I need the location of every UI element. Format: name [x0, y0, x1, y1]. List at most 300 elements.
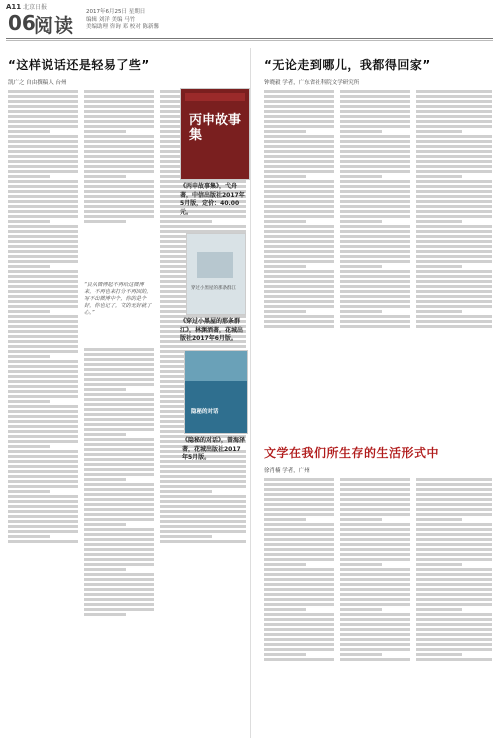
text-line: [264, 483, 334, 486]
text-line: [340, 180, 410, 183]
text-line: [416, 588, 492, 591]
page-number: 06: [8, 11, 36, 35]
text-line: [8, 365, 78, 368]
text-line: [84, 353, 154, 356]
text-line: [340, 608, 382, 611]
text-line: [264, 498, 334, 501]
text-line: [8, 235, 78, 238]
text-line: [340, 305, 410, 308]
text-line: [264, 155, 334, 158]
text-line: [340, 200, 410, 203]
body-text-placeholder: [416, 90, 492, 328]
text-line: [416, 488, 492, 491]
text-line: [340, 120, 410, 123]
text-line: [416, 508, 492, 511]
text-line: [8, 90, 78, 93]
text-line: [84, 130, 126, 133]
text-line: [340, 250, 410, 253]
text-line: [264, 503, 334, 506]
text-line: [84, 478, 126, 481]
text-line: [264, 255, 334, 258]
text-line: [8, 265, 50, 268]
text-line: [84, 388, 126, 391]
text-line: [8, 205, 78, 208]
cover-illustration: [197, 252, 233, 278]
text-line: [8, 135, 78, 138]
text-line: [84, 105, 154, 108]
text-line: [8, 175, 50, 178]
text-line: [340, 225, 410, 228]
text-line: [84, 548, 154, 551]
text-line: [416, 100, 492, 103]
text-line: [84, 453, 154, 456]
text-line: [416, 618, 492, 621]
text-line: [264, 135, 334, 138]
text-line: [416, 95, 492, 98]
text-line: [264, 245, 334, 248]
text-line: [416, 210, 492, 213]
text-line: [8, 140, 78, 143]
text-line: [416, 543, 492, 546]
text-line: [416, 325, 492, 328]
text-line: [264, 160, 334, 163]
text-line: [340, 170, 410, 173]
text-line: [264, 105, 334, 108]
text-line: [8, 100, 78, 103]
text-line: [8, 145, 78, 148]
book-cover-2-title: 穿过小黑屋的那条群江: [191, 286, 236, 291]
text-line: [8, 170, 78, 173]
text-line: [84, 613, 126, 616]
text-line: [8, 255, 78, 258]
right-article-body-col2: [340, 88, 410, 428]
bottom-article-body-col2: [340, 476, 410, 738]
text-line: [8, 490, 50, 493]
text-line: [160, 515, 246, 518]
text-line: [416, 613, 492, 616]
text-line: [8, 280, 78, 283]
text-line: [264, 240, 334, 243]
bottom-article-title: 文学在我们所生存的生活形式中: [264, 446, 440, 460]
text-line: [160, 480, 246, 483]
text-line: [416, 140, 492, 143]
text-line: [84, 373, 154, 376]
text-line: [340, 320, 410, 323]
text-line: [160, 540, 246, 543]
text-line: [160, 490, 212, 493]
text-line: [84, 110, 154, 113]
text-line: [8, 180, 78, 183]
text-line: [340, 195, 410, 198]
text-line: [84, 150, 154, 153]
text-line: [416, 568, 492, 571]
text-line: [84, 363, 154, 366]
text-line: [8, 345, 78, 348]
text-line: [340, 115, 410, 118]
text-line: [264, 488, 334, 491]
left-article-title: “这样说话还是轻易了些”: [8, 58, 150, 72]
text-line: [8, 360, 78, 363]
text-line: [8, 120, 78, 123]
text-line: [264, 548, 334, 551]
text-line: [340, 633, 410, 636]
text-line: [416, 275, 492, 278]
text-line: [264, 215, 334, 218]
text-line: [340, 578, 410, 581]
text-line: [8, 500, 78, 503]
text-line: [84, 518, 154, 521]
text-line: [84, 563, 154, 566]
left-article-byline: 凯广之 自由撰稿人 台州: [8, 80, 67, 86]
text-line: [416, 260, 492, 263]
text-line: [8, 230, 78, 233]
text-line: [160, 225, 246, 228]
text-line: [8, 530, 78, 533]
text-line: [160, 530, 246, 533]
text-line: [416, 583, 492, 586]
text-line: [84, 578, 154, 581]
bottom-article-body-col1: [264, 476, 334, 738]
text-line: [84, 348, 154, 351]
text-line: [340, 315, 410, 318]
text-line: [416, 533, 492, 536]
text-line: [84, 438, 154, 441]
text-line: [340, 563, 382, 566]
text-line: [340, 280, 410, 283]
text-line: [416, 295, 492, 298]
text-line: [264, 260, 334, 263]
text-line: [340, 483, 410, 486]
text-line: [160, 345, 246, 348]
text-line: [84, 468, 154, 471]
text-line: [340, 613, 410, 616]
text-line: [264, 603, 334, 606]
text-line: [340, 165, 410, 168]
text-line: [8, 320, 78, 323]
text-line: [264, 310, 306, 313]
text-line: [416, 280, 492, 283]
book-caption-2: 《穿过小黑屋的那条群江》，林渊洒著，花城出版社2017年6月版。: [180, 318, 244, 342]
text-line: [264, 598, 334, 601]
text-line: [264, 523, 334, 526]
text-line: [340, 145, 410, 148]
text-line: [340, 160, 410, 163]
text-line: [8, 215, 78, 218]
text-line: [8, 95, 78, 98]
text-line: [416, 315, 492, 318]
text-line: [8, 130, 50, 133]
text-line: [264, 270, 334, 273]
text-line: [340, 543, 410, 546]
text-line: [84, 498, 154, 501]
text-line: [416, 125, 492, 128]
text-line: [340, 95, 410, 98]
text-line: [8, 185, 78, 188]
header-rule: [6, 38, 493, 39]
text-line: [264, 593, 334, 596]
text-line: [264, 235, 334, 238]
text-line: [8, 285, 78, 288]
text-line: [340, 528, 410, 531]
text-line: [340, 245, 410, 248]
text-line: [264, 315, 334, 318]
text-line: [84, 175, 126, 178]
text-line: [84, 573, 154, 576]
text-line: [340, 270, 410, 273]
page-meta: [86, 9, 159, 32]
text-line: [416, 648, 492, 651]
text-line: [8, 220, 50, 223]
text-line: [84, 160, 154, 163]
text-line: [416, 628, 492, 631]
text-line: [264, 493, 334, 496]
text-line: [416, 205, 492, 208]
text-line: [84, 393, 154, 396]
text-line: [416, 240, 492, 243]
text-line: [8, 250, 78, 253]
left-article-body-col1: [8, 88, 78, 728]
text-line: [340, 125, 410, 128]
book-cover-3-title: 隐秘的对话: [191, 409, 219, 415]
text-line: [8, 400, 50, 403]
text-line: [160, 465, 246, 468]
text-line: [8, 445, 50, 448]
text-line: [340, 488, 410, 491]
book-caption-3: 《隐秘的对话》，曾海泽著，花城出版社2017年5月版。: [182, 437, 246, 461]
text-line: [84, 115, 154, 118]
text-line: [264, 185, 334, 188]
text-line: [84, 378, 154, 381]
left-article-body-col2a: [84, 88, 154, 278]
text-line: [264, 558, 334, 561]
text-line: [416, 145, 492, 148]
text-line: [340, 533, 410, 536]
text-line: [264, 553, 334, 556]
text-line: [264, 275, 334, 278]
text-line: [264, 140, 334, 143]
text-line: [416, 513, 492, 516]
text-line: [416, 270, 492, 273]
text-line: [264, 320, 334, 323]
text-line: [264, 130, 306, 133]
text-line: [416, 190, 492, 193]
text-line: [84, 368, 154, 371]
text-line: [264, 543, 334, 546]
text-line: [8, 480, 78, 483]
text-line: [416, 110, 492, 113]
text-line: [84, 140, 154, 143]
text-line: [416, 538, 492, 541]
text-line: [340, 205, 410, 208]
text-line: [8, 350, 78, 353]
text-line: [264, 115, 334, 118]
book-cover-3: [184, 350, 248, 434]
text-line: [264, 190, 334, 193]
text-line: [84, 413, 154, 416]
text-line: [8, 485, 78, 488]
text-line: [264, 643, 334, 646]
text-line: [84, 503, 154, 506]
text-line: [340, 603, 410, 606]
text-line: [340, 285, 410, 288]
text-line: [8, 450, 78, 453]
text-line: [84, 145, 154, 148]
text-line: [8, 430, 78, 433]
text-line: [264, 200, 334, 203]
text-line: [340, 135, 410, 138]
text-line: [264, 528, 334, 531]
text-line: [416, 185, 492, 188]
section-label-small: 北京日报: [23, 4, 48, 11]
text-line: [8, 165, 78, 168]
right-article-body-col3: [416, 88, 492, 428]
text-line: [84, 448, 154, 451]
text-line: [264, 633, 334, 636]
text-line: [8, 260, 78, 263]
text-line: [416, 290, 492, 293]
text-line: [340, 623, 410, 626]
text-line: [8, 505, 78, 508]
text-line: [416, 643, 492, 646]
text-line: [264, 518, 306, 521]
text-line: [84, 120, 154, 123]
text-line: [160, 485, 246, 488]
text-line: [264, 125, 334, 128]
text-line: [160, 475, 246, 478]
text-line: [8, 510, 78, 513]
text-line: [416, 90, 492, 93]
text-line: [84, 155, 154, 158]
text-line: [8, 470, 78, 473]
text-line: [264, 613, 334, 616]
text-line: [416, 320, 492, 323]
text-line: [84, 458, 154, 461]
text-line: [264, 280, 334, 283]
right-article-title: “无论走到哪儿，我都得回家”: [264, 58, 431, 72]
text-line: [416, 200, 492, 203]
text-line: [160, 470, 246, 473]
text-line: [416, 255, 492, 258]
cover-band: [185, 93, 245, 101]
text-line: [340, 90, 410, 93]
text-line: [416, 503, 492, 506]
text-line: [264, 658, 334, 661]
column-divider: [250, 48, 251, 738]
text-line: [160, 505, 246, 508]
text-line: [416, 483, 492, 486]
body-text-placeholder: [416, 478, 492, 661]
text-line: [264, 100, 334, 103]
page-header: [0, 0, 499, 40]
text-line: [340, 573, 410, 576]
text-line: [340, 588, 410, 591]
text-line: [8, 520, 78, 523]
text-line: [416, 230, 492, 233]
text-line: [340, 215, 410, 218]
text-line: [8, 435, 78, 438]
text-line: [84, 418, 154, 421]
text-line: [416, 603, 492, 606]
text-line: [8, 410, 78, 413]
text-line: [84, 423, 154, 426]
text-line: [340, 105, 410, 108]
text-line: [8, 200, 78, 203]
text-line: [8, 385, 78, 388]
text-line: [340, 478, 410, 481]
text-line: [8, 325, 78, 328]
text-line: [264, 170, 334, 173]
text-line: [8, 240, 78, 243]
text-line: [84, 195, 154, 198]
text-line: [416, 285, 492, 288]
text-line: [8, 440, 78, 443]
text-line: [264, 110, 334, 113]
text-line: [84, 185, 154, 188]
text-line: [416, 608, 462, 611]
text-line: [416, 518, 462, 521]
text-line: [340, 265, 382, 268]
text-line: [416, 493, 492, 496]
text-line: [416, 150, 492, 153]
text-line: [160, 525, 246, 528]
text-line: [8, 275, 78, 278]
text-line: [264, 150, 334, 153]
body-text-placeholder: [84, 348, 154, 616]
text-line: [264, 90, 334, 93]
text-line: [416, 165, 492, 168]
text-line: [416, 523, 492, 526]
text-line: [340, 230, 410, 233]
text-line: [264, 648, 334, 651]
text-line: [84, 100, 154, 103]
text-line: [84, 408, 154, 411]
text-line: [416, 155, 492, 158]
text-line: [84, 358, 154, 361]
text-line: [340, 240, 410, 243]
text-line: [264, 285, 334, 288]
text-line: [264, 265, 306, 268]
text-line: [84, 508, 154, 511]
text-line: [84, 170, 154, 173]
text-line: [340, 310, 382, 313]
text-line: [84, 513, 154, 516]
text-line: [264, 195, 334, 198]
text-line: [84, 180, 154, 183]
text-line: [160, 535, 212, 538]
text-line: [8, 300, 78, 303]
text-line: [264, 165, 334, 168]
text-line: [340, 150, 410, 153]
text-line: [264, 290, 334, 293]
text-line: [264, 120, 334, 123]
text-line: [84, 603, 154, 606]
text-line: [8, 395, 78, 398]
text-line: [416, 300, 492, 303]
text-line: [416, 250, 492, 253]
text-line: [8, 225, 78, 228]
text-line: [340, 155, 410, 158]
text-line: [264, 305, 334, 308]
text-line: [416, 305, 492, 308]
text-line: [340, 553, 410, 556]
text-line: [340, 518, 382, 521]
text-line: [416, 658, 492, 661]
text-line: [340, 558, 410, 561]
text-line: [8, 495, 78, 498]
body-text-placeholder: [8, 90, 78, 543]
text-line: [8, 405, 78, 408]
text-line: [416, 478, 492, 481]
